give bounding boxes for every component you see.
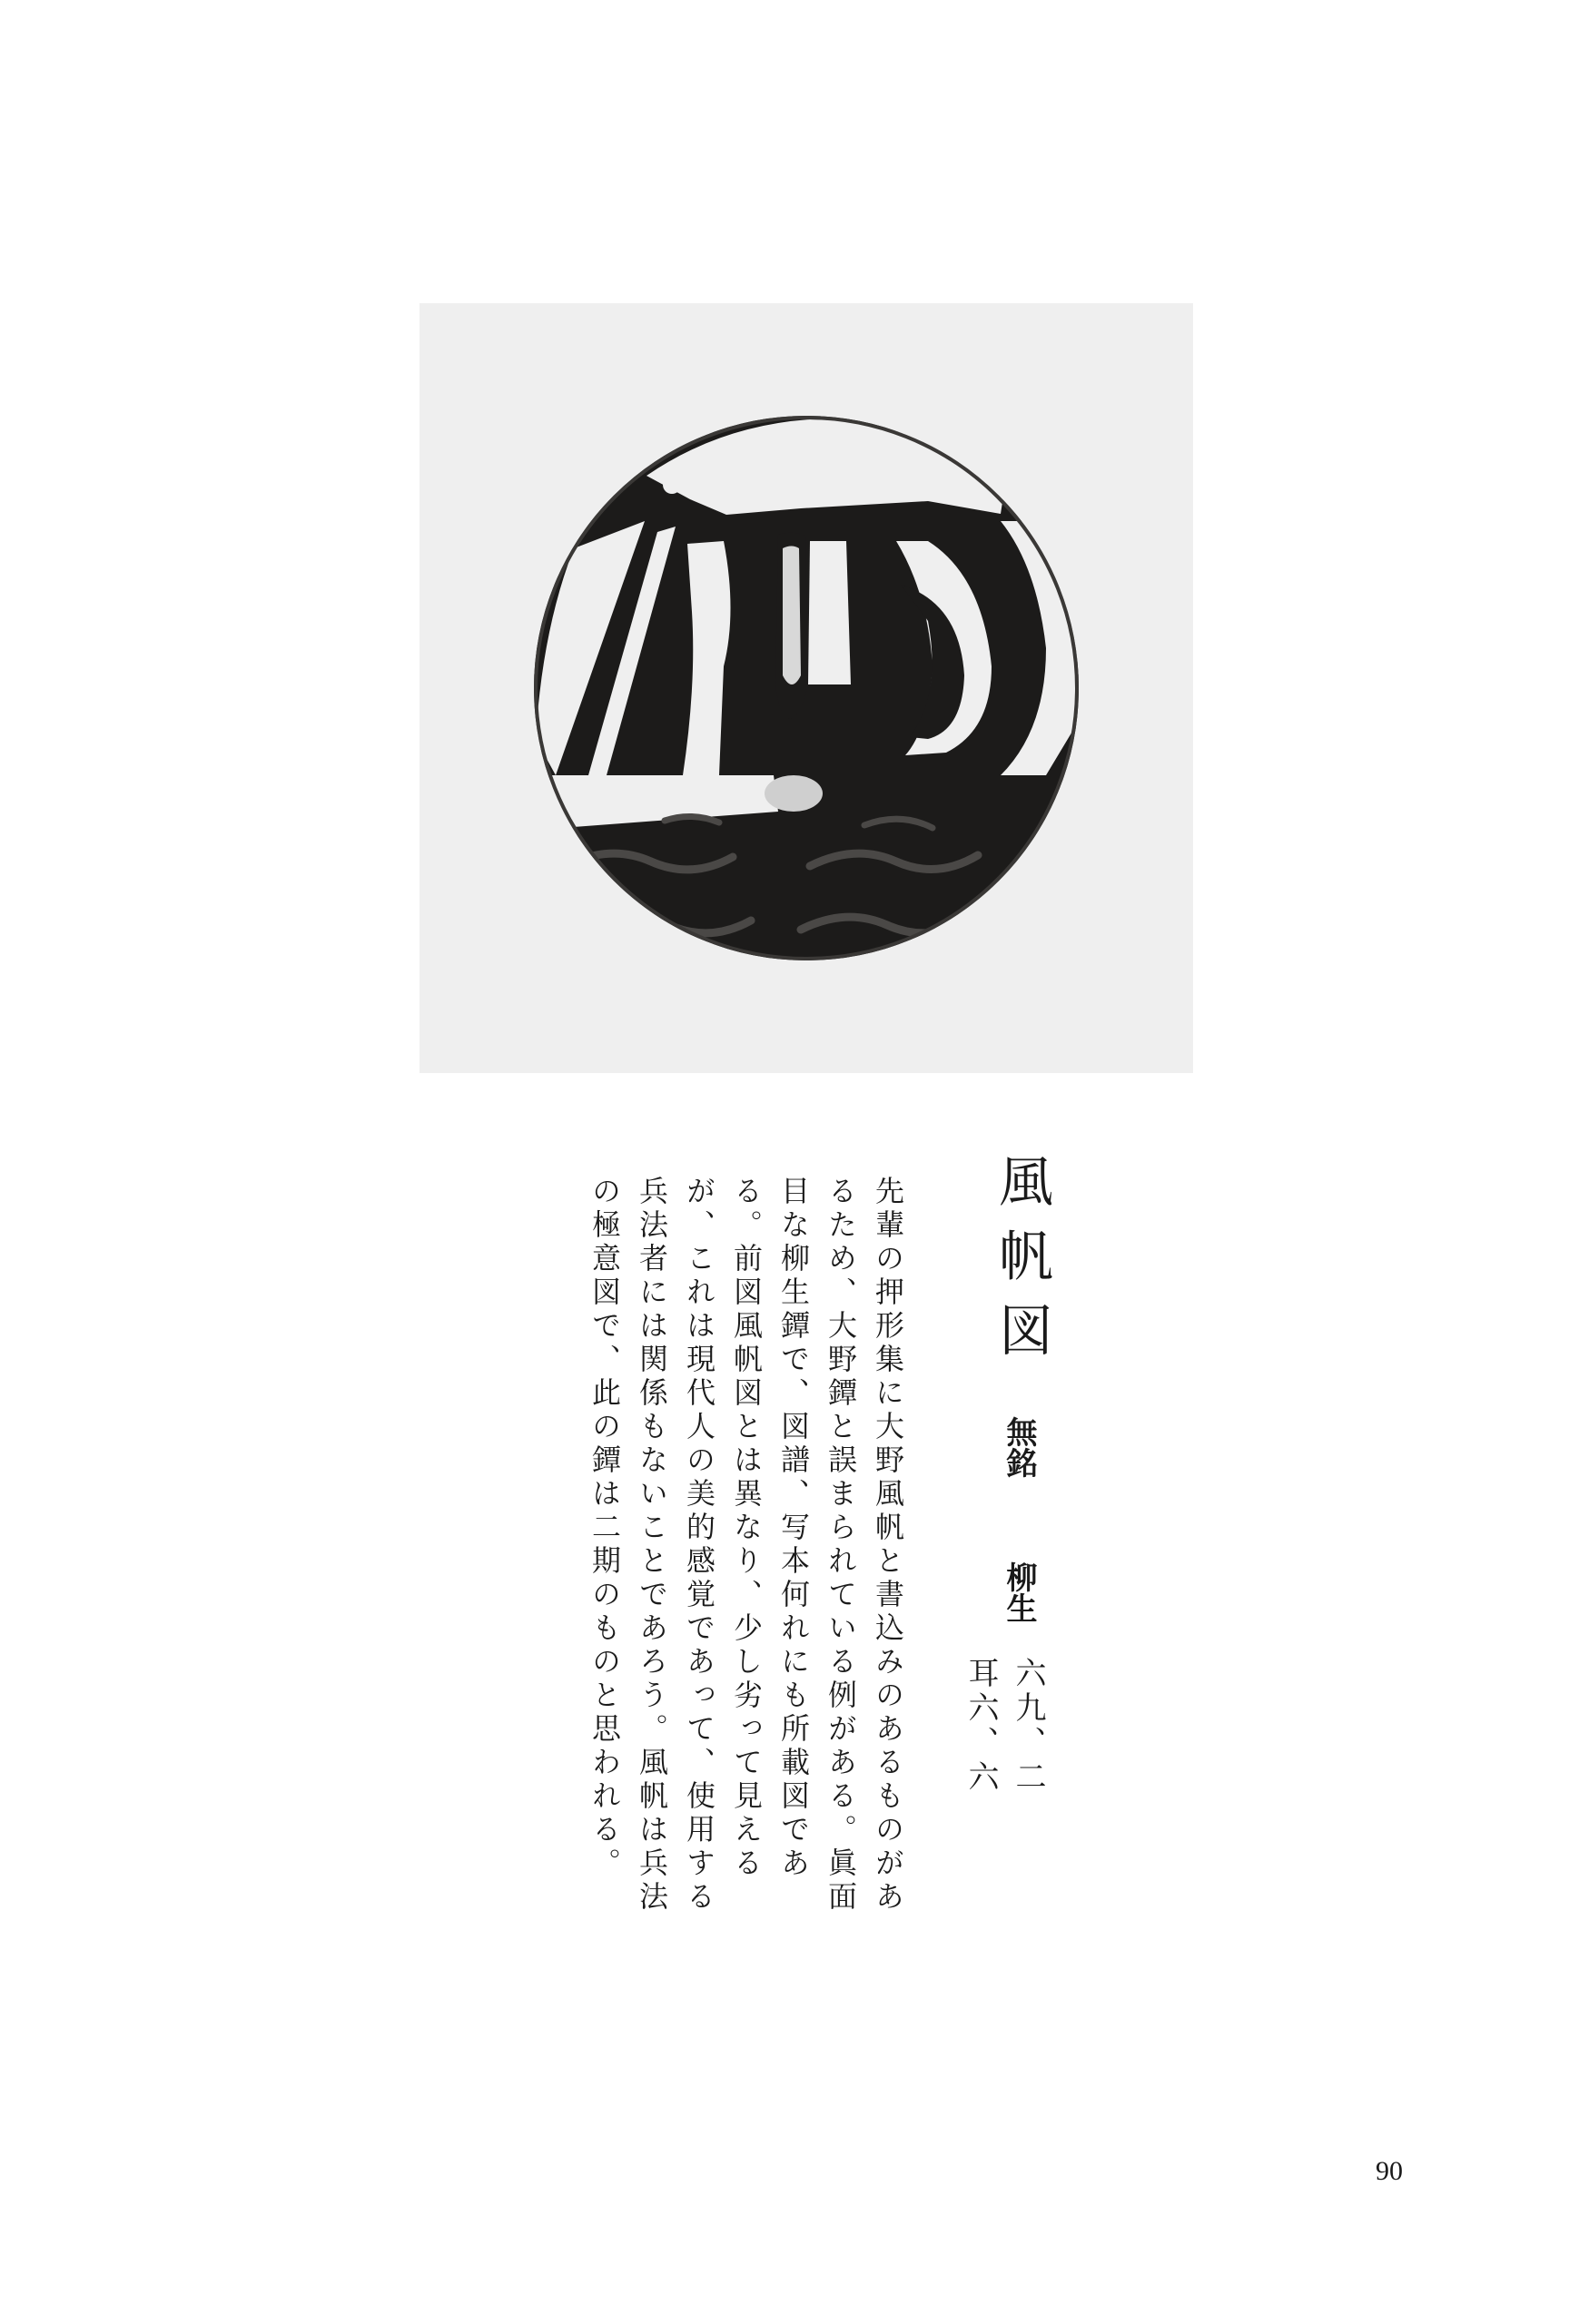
signature-inscription: 無銘 <box>1001 1416 1037 1478</box>
artwork-title: 風帆図 <box>990 1153 1053 1376</box>
measurement-rim: 耳六、六 <box>962 1657 999 1795</box>
tsuba-image <box>419 303 1193 1073</box>
signature-school: 柳生 <box>1001 1561 1037 1623</box>
measurement-diameter: 六九、二 <box>1010 1657 1046 1795</box>
description-text: 先輩の押形集に大野風帆と書込みのあるものがあるため、大野鐔と誤まられている例がある。眞面目な柳生鐔で、図譜、写本何れにも所載図である。前図風帆図とは異なり、少し劣って見えるが、これは現代人の美的感覚であって、使用する兵法者には関係もないことであろう。風帆は兵法の極意図で、此の鐔は二期のものと思われる。 <box>587 1176 905 1915</box>
page-number: 90 <box>1376 2156 1403 2186</box>
tsuba-photograph <box>419 303 1193 1073</box>
